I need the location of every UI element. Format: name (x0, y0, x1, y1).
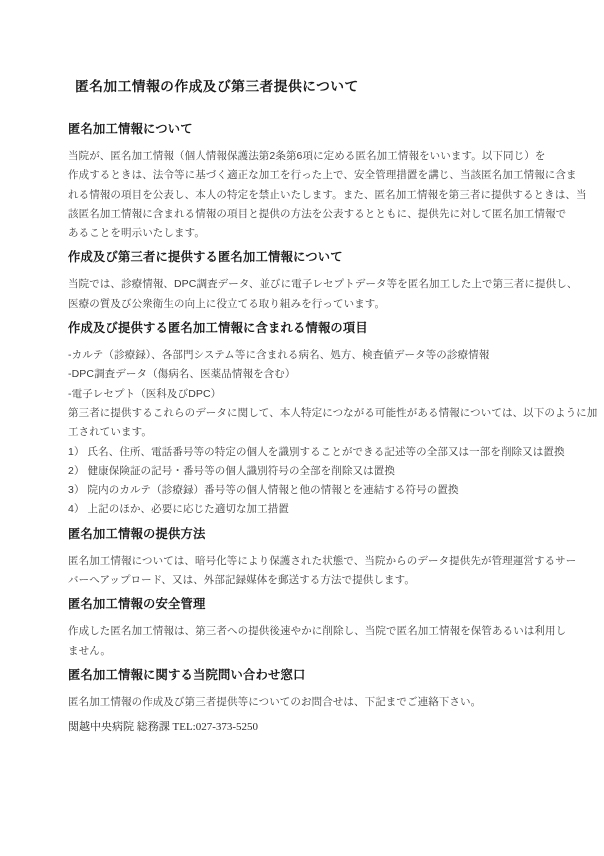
text-line: 作成した匿名加工情報は、第三者への提供後速やかに削除し、当院で匿名加工情報を保管あるいは利用し (68, 625, 567, 638)
section-heading: 匿名加工情報について (68, 122, 193, 136)
section-heading: 匿名加工情報の提供方法 (68, 526, 206, 541)
text-line: 匿名加工情報の作成及び第三者提供等についてのお問合せは、下記までご連絡下さい。 (68, 695, 482, 708)
section-about-anonymized-info (68, 121, 587, 243)
text-line: れる情報の項目を公表し、本人の特定を禁止いたします。また、匿名加工情報を第三者に提供するときは、当 (68, 188, 587, 201)
section-heading: 匿名加工情報に関する当院問い合わせ窓口 (68, 667, 306, 682)
text-line: 4） 上記のほか、必要に応じた適切な加工措置 (68, 503, 289, 516)
text-line: ません。 (68, 644, 112, 657)
section-body (68, 552, 577, 591)
text-line: 1） 氏名、住所、電話番号等の特定の個人を識別することができる記述等の全部又は一部を削除又は置換 (68, 445, 565, 458)
text-line: -カルテ（診療録）、各部門システム等に含まれる病名、処方、検査値データ等の診療情報 (68, 349, 490, 362)
text-line: -DPC調査データ（傷病名、医薬品情報を含む） (68, 368, 296, 381)
text-line: 当院が、匿名加工情報（個人情報保護法第2条第6項に定める匿名加工情報をいいます。以下同じ）を (68, 150, 546, 162)
text-line: バーへアップロード、又は、外部記録媒体を郵送する方法で提供します。 (68, 574, 415, 587)
text-line: 作成するときは、法令等に基づく適正な加工を行った上で、安全管理措置を講じ、当該匿名加工情報に含ま (68, 169, 577, 182)
text-line: あることを明示いたします。 (68, 227, 205, 240)
section-contact-desk (68, 667, 548, 738)
section-body (68, 693, 548, 712)
text-line: 当院では、診療情報、DPC調査データ、並びに電子レセプトデータ等を匿名加工した上で第三者に提供し、 (68, 278, 578, 291)
section-body (68, 346, 598, 520)
section-body (68, 147, 587, 243)
section-heading: 匿名加工情報の安全管理 (68, 597, 206, 612)
hospital-contact-info: 関越中央病院 総務課 TEL:027-373-5250 (68, 721, 259, 734)
section-heading: 作成及び提供する匿名加工情報に含まれる情報の項目 (68, 321, 368, 336)
section-security-management (68, 596, 567, 661)
text-line: 医療の質及び公衆衛生の向上に役立てる取り組みを行っています。 (68, 297, 386, 310)
text-line: 第三者に提供するこれらのデータに関して、本人特定につながる可能性がある情報については、以下のように加 (68, 406, 598, 419)
section-body (68, 622, 567, 661)
section-created-and-provided-info (68, 249, 578, 314)
text-line: 2） 健康保険証の記号・番号等の個人識別符号の全部を削除又は置換 (68, 464, 395, 477)
text-line: -電子レセプト（医科及びDPC） (68, 387, 222, 400)
text-line: 工されています。 (68, 426, 152, 439)
section-provision-method (68, 526, 577, 591)
section-heading: 作成及び第三者に提供する匿名加工情報について (68, 250, 343, 265)
text-line: 匿名加工情報については、暗号化等により保護された状態で、当院からのデータ提供先が管理運営するサー (68, 554, 577, 567)
section-body (68, 275, 578, 314)
text-line: 3） 院内のカルテ（診療録）番号等の個人情報と他の情報とを連結する符号の置換 (68, 484, 459, 497)
document-title: 匿名加工情報の作成及び第三者提供について (75, 79, 359, 94)
text-line: 該匿名加工情報に含まれる情報の項目と提供の方法を公表するとともに、提供先に対して匿名加工情報で (68, 207, 567, 220)
section-included-information-items (68, 320, 598, 520)
